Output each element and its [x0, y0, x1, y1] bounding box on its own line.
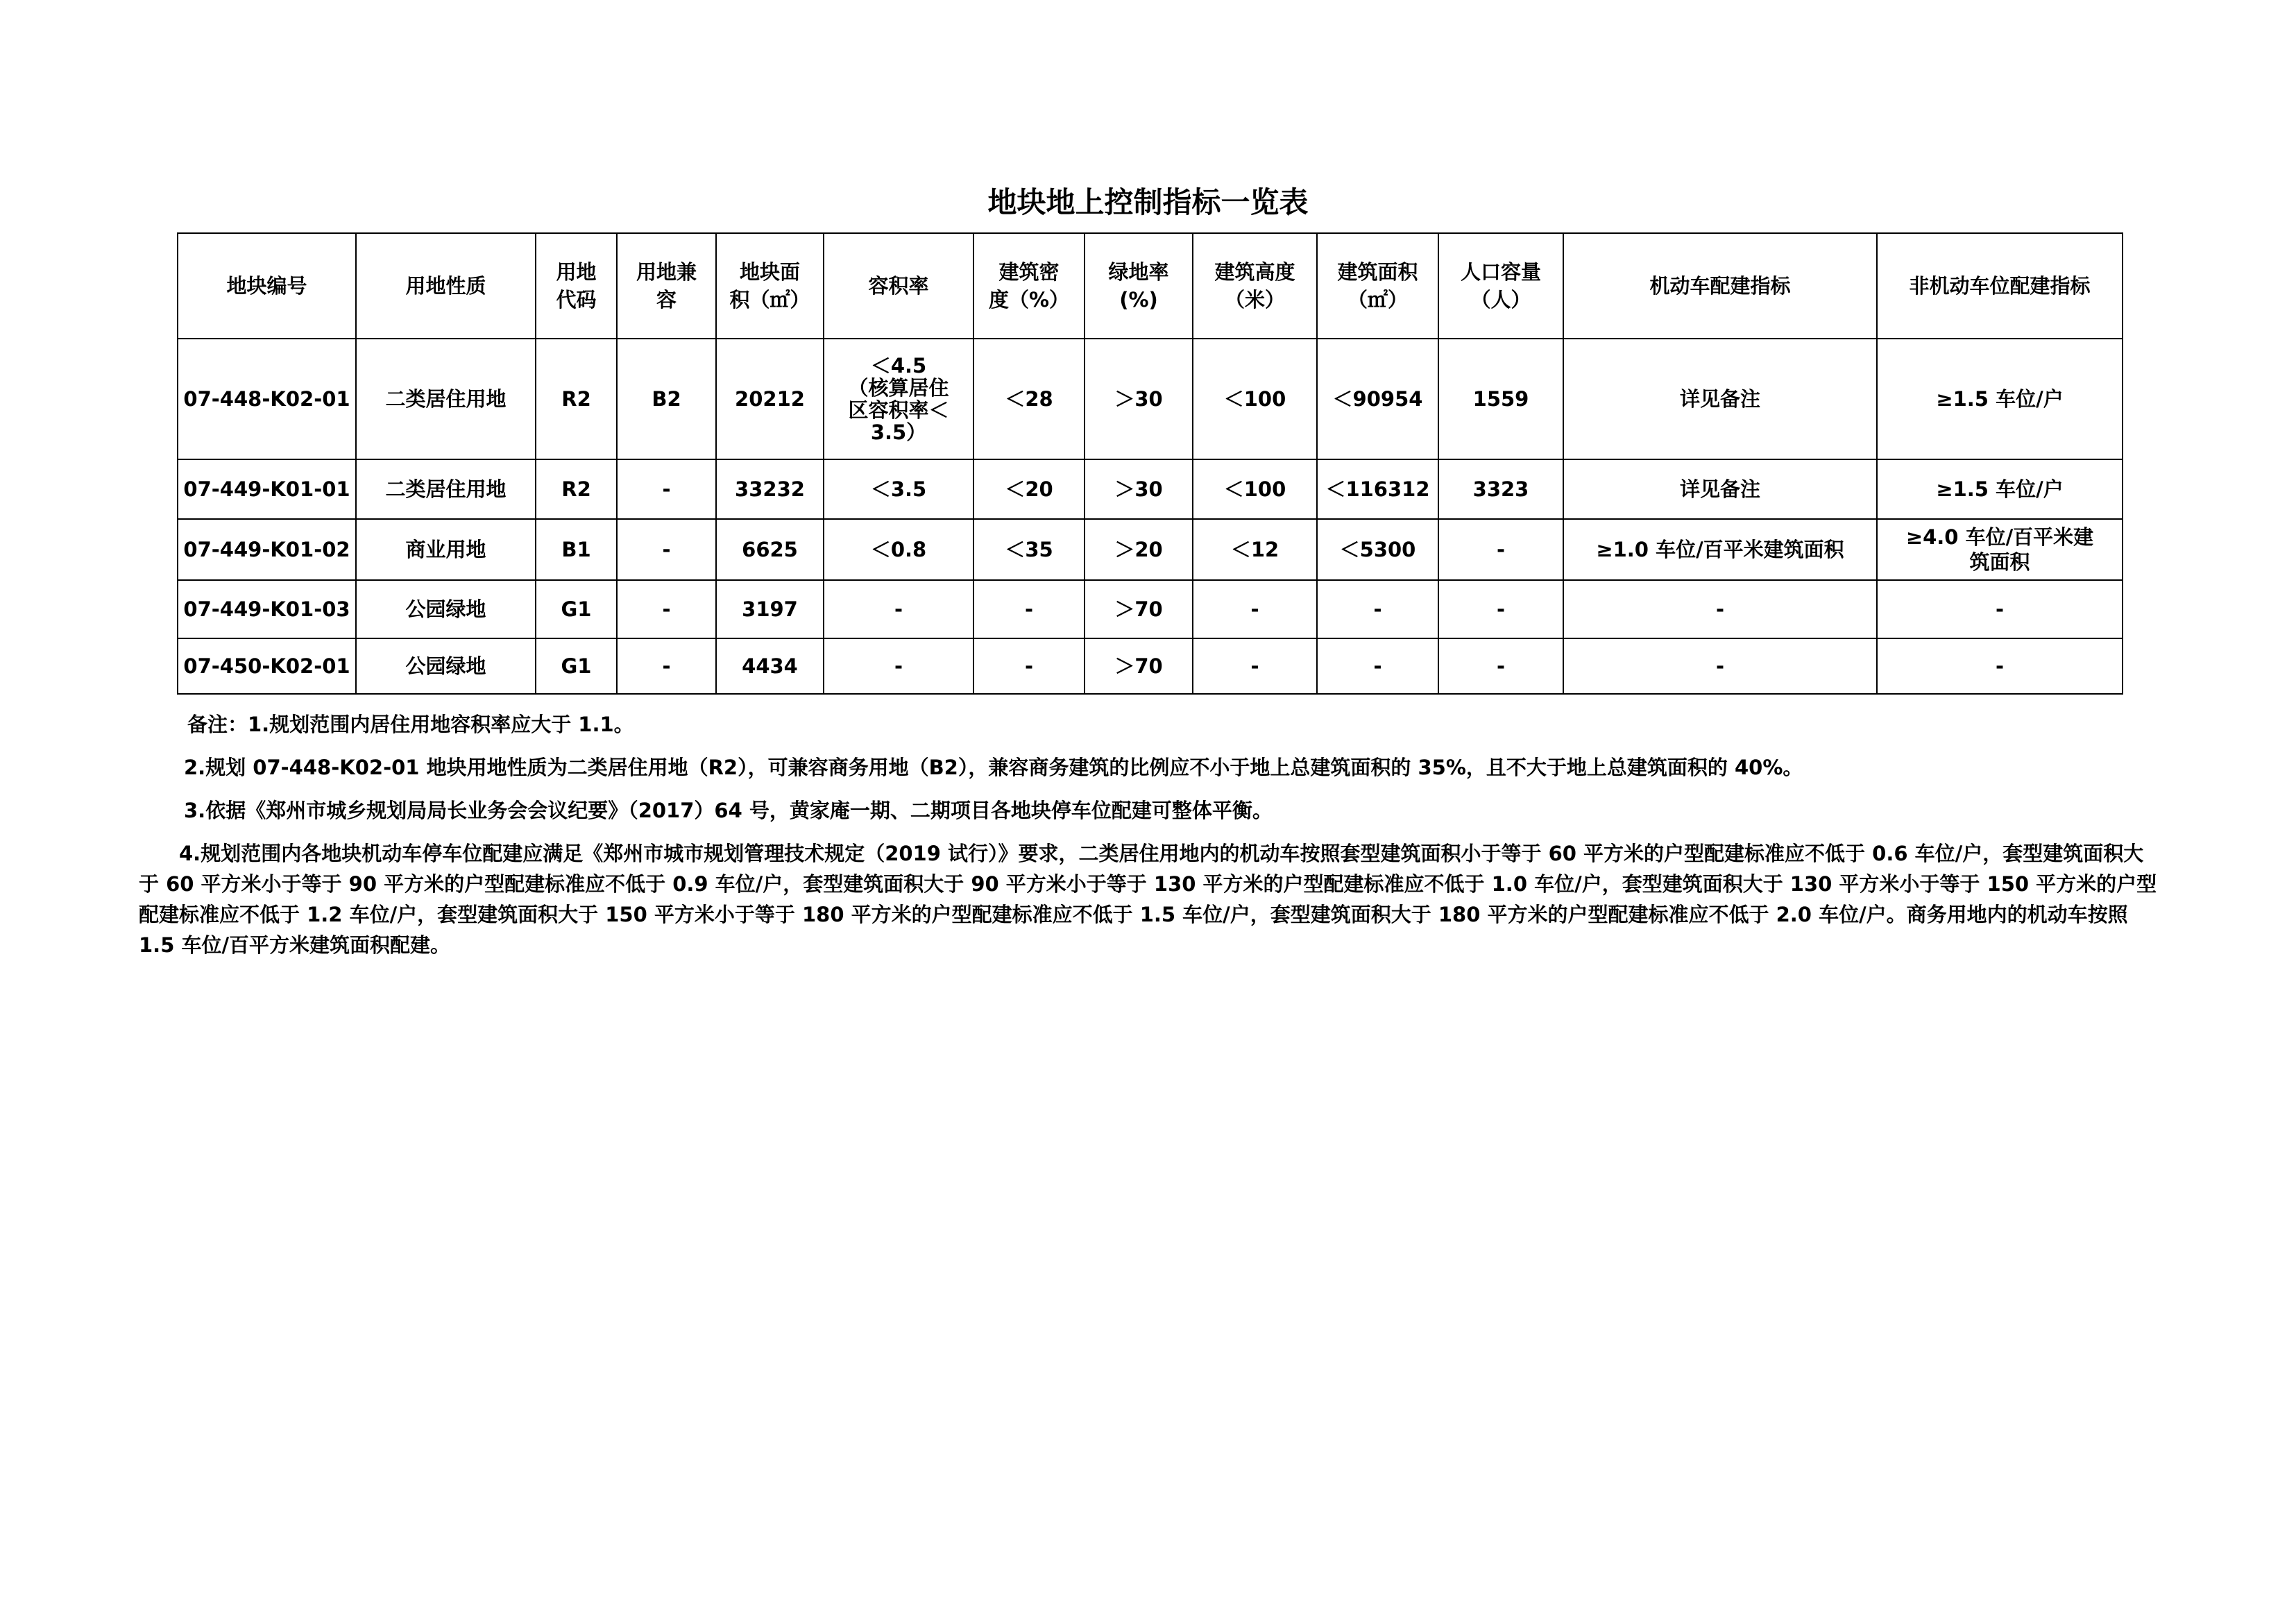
header-plot-id: 地块编号: [178, 233, 356, 339]
cell-far: -: [824, 638, 973, 694]
cell-population: -: [1438, 580, 1563, 638]
header-land-code: 用地 代码: [536, 233, 617, 339]
header-land-use: 用地性质: [356, 233, 536, 339]
cell-building-density: -: [973, 638, 1085, 694]
cell-building-height: ＜12: [1193, 519, 1317, 580]
cell-compatible-use: -: [617, 459, 716, 519]
cell-plot-id: 07-449-K01-02: [178, 519, 356, 580]
cell-land-code: B1: [536, 519, 617, 580]
header-plot-area: 地块面 积（㎡）: [716, 233, 824, 339]
note-4: 4.规划范围内各地块机动车停车位配建应满足《郑州市城市规划管理技术规定（2019 试行）》要求，二类居住用地内的机动车按照套型建筑面积小于等于 60 平方米的户型配建标准应不低于 0.6 车位/户，套型建筑面积大于 60 平方米小于等于 90 平方米的户型配建标准应不低于 0.9 车位/户，套型建筑面积大于 90 平方米小于等于 130 平方米的户型配建标准应不低于 1.0 车位/户，套型建筑面积大于 130 平方米小于等于 150 平方米的户型配建标准应不低于 1.2 车位/户，套型建筑面积大于 150 平方米小于等于 180 平方米的户型配建标准应不低于 1.5 车位/户，套型建筑面积大于 180 平方米的户型配建标准应不低于 2.0 车位/户。商务用地内的机动车按照 1.5 车位/百平方米建筑面积配建。: [139, 842, 2157, 957]
table-header-row: [178, 233, 2123, 339]
cell-land-use: 二类居住用地: [356, 339, 536, 459]
cell-motor-parking: -: [1563, 638, 1877, 694]
cell-motor-parking: 详见备注: [1563, 339, 1877, 459]
cell-land-code: R2: [536, 459, 617, 519]
cell-land-use: 公园绿地: [356, 580, 536, 638]
cell-plot-id: 07-450-K02-01: [178, 638, 356, 694]
cell-land-use: 公园绿地: [356, 638, 536, 694]
note-2: 2.规划 07-448-K02-01 地块用地性质为二类居住用地（R2），可兼容商务用地（B2），兼容商务建筑的比例应不小于地上总建筑面积的 35%，且不大于地上总建筑面积的 40%。: [184, 756, 1803, 779]
table-row: [178, 519, 2123, 580]
cell-building-height: -: [1193, 580, 1317, 638]
cell-land-code: G1: [536, 580, 617, 638]
table-row: [178, 459, 2123, 519]
cell-building-height: ＜100: [1193, 459, 1317, 519]
cell-plot-area: 20212: [716, 339, 824, 459]
header-green-ratio: 绿地率 (%): [1085, 233, 1193, 339]
header-population: 人口容量 （人）: [1438, 233, 1563, 339]
cell-plot-area: 33232: [716, 459, 824, 519]
cell-floor-area: ＜5300: [1317, 519, 1438, 580]
cell-bike-parking: ≥1.5 车位/户: [1877, 459, 2123, 519]
cell-compatible-use: -: [617, 519, 716, 580]
cell-far: -: [824, 580, 973, 638]
cell-plot-id: 07-448-K02-01: [178, 339, 356, 459]
cell-floor-area: ＜90954: [1317, 339, 1438, 459]
cell-green-ratio: ＞20: [1085, 519, 1193, 580]
note-1: 备注：1.规划范围内居住用地容积率应大于 1.1。: [187, 713, 634, 736]
header-compatible-use: 用地兼 容: [617, 233, 716, 339]
header-building-height: 建筑高度 （米）: [1193, 233, 1317, 339]
cell-green-ratio: ＞70: [1085, 580, 1193, 638]
cell-far: ＜3.5: [824, 459, 973, 519]
cell-plot-id: 07-449-K01-03: [178, 580, 356, 638]
cell-floor-area: -: [1317, 638, 1438, 694]
cell-population: 1559: [1438, 339, 1563, 459]
table-row: [178, 580, 2123, 638]
note-3: 3.依据《郑州市城乡规划局局长业务会会议纪要》（2017）64 号，黄家庵一期、二期项目各地块停车位配建可整体平衡。: [184, 799, 1273, 822]
cell-plot-id: 07-449-K01-01: [178, 459, 356, 519]
cell-population: 3323: [1438, 459, 1563, 519]
cell-motor-parking: 详见备注: [1563, 459, 1877, 519]
cell-far: ＜0.8: [824, 519, 973, 580]
cell-green-ratio: ＞30: [1085, 339, 1193, 459]
header-bike-parking: 非机动车位配建指标: [1877, 233, 2123, 339]
cell-floor-area: ＜116312: [1317, 459, 1438, 519]
cell-building-density: ＜28: [973, 339, 1085, 459]
cell-building-height: -: [1193, 638, 1317, 694]
cell-bike-parking: ≥1.5 车位/户: [1877, 339, 2123, 459]
cell-bike-parking: -: [1877, 638, 2123, 694]
cell-bike-parking: ≥4.0 车位/百平米建 筑面积: [1877, 519, 2123, 580]
cell-floor-area: -: [1317, 580, 1438, 638]
cell-population: -: [1438, 519, 1563, 580]
cell-compatible-use: -: [617, 638, 716, 694]
cell-plot-area: 3197: [716, 580, 824, 638]
table-row: [178, 339, 2123, 459]
header-floor-area: 建筑面积 （㎡）: [1317, 233, 1438, 339]
cell-building-density: ＜35: [973, 519, 1085, 580]
cell-plot-area: 4434: [716, 638, 824, 694]
cell-land-use: 商业用地: [356, 519, 536, 580]
header-building-density: 建筑密 度（%）: [973, 233, 1085, 339]
table-title: 地块地上控制指标一览表: [987, 185, 1309, 219]
cell-compatible-use: -: [617, 580, 716, 638]
cell-plot-area: 6625: [716, 519, 824, 580]
cell-green-ratio: ＞30: [1085, 459, 1193, 519]
cell-building-density: ＜20: [973, 459, 1085, 519]
cell-motor-parking: ≥1.0 车位/百平米建筑面积: [1563, 519, 1877, 580]
cell-land-use: 二类居住用地: [356, 459, 536, 519]
cell-population: -: [1438, 638, 1563, 694]
header-far: 容积率: [824, 233, 973, 339]
cell-compatible-use: B2: [617, 339, 716, 459]
cell-land-code: R2: [536, 339, 617, 459]
cell-motor-parking: -: [1563, 580, 1877, 638]
cell-bike-parking: -: [1877, 580, 2123, 638]
cell-far: ＜4.5 （核算居住 区容积率＜ 3.5）: [824, 339, 973, 459]
table-row: [178, 638, 2123, 694]
cell-building-density: -: [973, 580, 1085, 638]
control-indicator-table: [177, 232, 2123, 695]
notes-section: [139, 709, 2158, 973]
cell-building-height: ＜100: [1193, 339, 1317, 459]
cell-green-ratio: ＞70: [1085, 638, 1193, 694]
header-motor-parking: 机动车配建指标: [1563, 233, 1877, 339]
cell-land-code: G1: [536, 638, 617, 694]
